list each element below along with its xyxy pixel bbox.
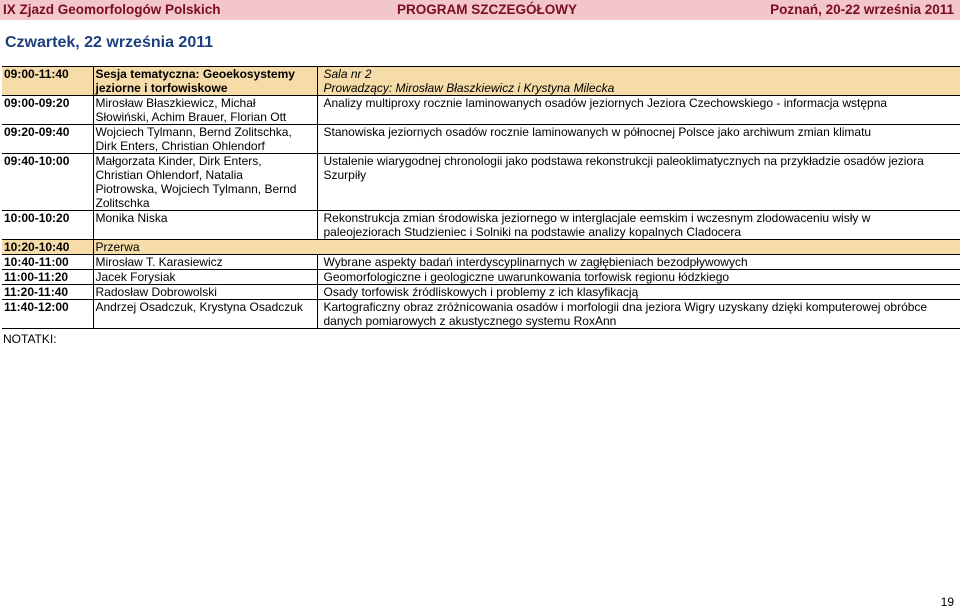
talk-time: 11:20-11:40 [2, 285, 93, 300]
table-row [2, 300, 960, 329]
talk-authors [93, 125, 317, 154]
table-row [2, 285, 960, 300]
talk-title-line: danych pomiarowych z akustycznego systemu RoxAnn [323, 314, 617, 328]
notes-label: NOTATKI: [3, 332, 57, 346]
session-room: Sala nr 2 [323, 67, 372, 81]
table-row [2, 270, 960, 285]
talk-title-line: Ustalenie wiarygodnej chronologii jako podstawa rekonstrukcji paleoklimatycznych na przykładzie osadów jeziora [323, 154, 924, 168]
conference-name: IX Zjazd Geomorfologów Polskich [3, 2, 221, 17]
talk-time: 10:40-11:00 [2, 255, 93, 270]
talk-authors-line: Christian Ohlendorf, Natalia [95, 168, 243, 182]
talk-title: Osady torfowisk źródliskowych i problemy z ich klasyfikacją [323, 285, 639, 299]
talk-time: 10:00-10:20 [2, 211, 93, 240]
talk-title-line: Rekonstrukcja zmian środowiska jeziornego w interglacjale eemskim i wczesnym zlodowaceniu wisły w [323, 211, 871, 225]
talk-authors-line: Małgorzata Kinder, Dirk Enters, [95, 154, 262, 168]
talk-authors [93, 154, 317, 211]
session-info [317, 67, 960, 96]
talk-authors-line: Mirosław Błaszkiewicz, Michał [95, 96, 256, 110]
talk-title: Geomorfologiczne i geologiczne uwarunkowania torfowisk regionu łódzkiego [323, 270, 730, 284]
table-row [2, 96, 960, 125]
talk-time: 09:20-09:40 [2, 125, 93, 154]
talk-title: Stanowiska jeziornych osadów rocznie laminowanych w północnej Polsce jako archiwum zmian klimatu [323, 125, 872, 139]
talk-title-line: Szurpiły [323, 168, 367, 182]
talk-title [317, 154, 960, 211]
session-name [93, 67, 317, 96]
talk-title [317, 300, 960, 329]
talk-time: 11:40-12:00 [2, 300, 93, 329]
talk-authors-line: Dirk Enters, Christian Ohlendorf [95, 139, 265, 153]
talk-authors: Andrzej Osadczuk, Krystyna Osadczuk [93, 300, 317, 329]
talk-title-line: paleojeziorach Studzieniec i Solniki na podstawie analizy kopalnych Cladocera [323, 225, 742, 239]
talk-authors: Monika Niska [93, 211, 317, 240]
table-row [2, 255, 960, 270]
talk-authors-line: Zolitschka [95, 196, 150, 210]
day-title: Czwartek, 22 września 2011 [5, 34, 214, 51]
talk-authors: Jacek Forysiak [93, 270, 317, 285]
session-time: 09:00-11:40 [2, 67, 93, 96]
talk-authors: Radosław Dobrowolski [93, 285, 317, 300]
schedule-table [2, 66, 960, 329]
session-name-line1: Sesja tematyczna: Geoekosystemy [95, 67, 295, 81]
session-row [2, 67, 960, 96]
table-row [2, 211, 960, 240]
talk-authors-line: Wojciech Tylmann, Bernd Zolitschka, [95, 125, 292, 139]
session-chairs: Prowadzący: Mirosław Błaszkiewicz i Krystyna Milecka [323, 81, 615, 95]
talk-title [317, 211, 960, 240]
page-number: 19 [940, 595, 954, 609]
program-label: PROGRAM SZCZEGÓŁOWY [397, 2, 577, 17]
talk-time: 09:00-09:20 [2, 96, 93, 125]
talk-title-line: Kartograficzny obraz zróżnicowania osadów i morfologii dna jeziora Wigry uzyskany dzięki komputerowej obróbce [323, 300, 928, 314]
table-row [2, 125, 960, 154]
talk-authors [93, 96, 317, 125]
talk-authors: Mirosław T. Karasiewicz [93, 255, 317, 270]
talk-time: 09:40-10:00 [2, 154, 93, 211]
talk-authors-line: Słowiński, Achim Brauer, Florian Ott [95, 110, 287, 124]
location-date: Poznań, 20-22 września 2011 [770, 2, 954, 17]
talk-title: Wybrane aspekty badań interdyscyplinarnych w zagłębieniach bezodpływowych [323, 255, 748, 269]
break-time: 10:20-10:40 [2, 240, 93, 255]
break-row [2, 240, 960, 255]
session-name-line2: jeziorne i torfowiskowe [95, 81, 228, 95]
talk-authors-line: Piotrowska, Wojciech Tylmann, Bernd [95, 182, 297, 196]
talk-time: 11:00-11:20 [2, 270, 93, 285]
table-row [2, 154, 960, 211]
page-header [0, 0, 960, 20]
break-label: Przerwa [95, 240, 140, 254]
talk-title: Analizy multiproxy rocznie laminowanych osadów jeziornych Jeziora Czechowskiego - informacja wstępna [323, 96, 888, 110]
